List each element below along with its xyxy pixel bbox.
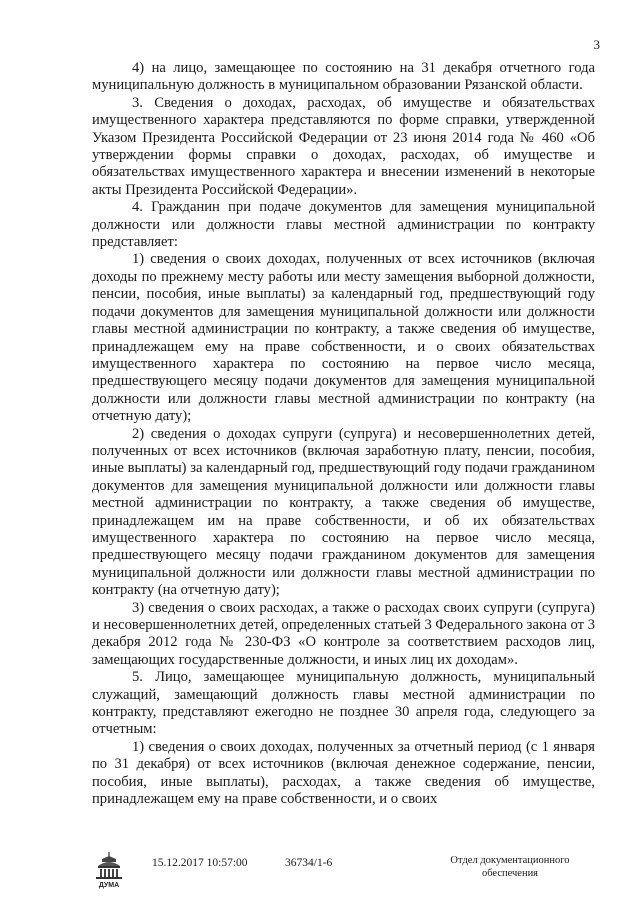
paragraph-section-3: 3. Сведения о доходах, расходах, об имуществе и обязательствах имущественного характера представляются по форме справки, утвержденной Указом Президента Российской Федерации от 23 июня 2014 года № 460 «Об утверждении формы справки о доходах, расходах, об имуществе и обязательствах имущественного характера и внесении изменений в некоторые акты Президента Российской Федерации». [92,94,595,198]
footer-stamp [0,848,640,898]
department-line-2: обеспечения [481,868,539,879]
paragraph-section-5: 5. Лицо, замещающее муниципальную должность, муниципальный служащий, замещающий должность главы местной администрации по контракту, представляют ежегодно не позднее 30 апреля года, следующего за отчетным: [92,669,595,738]
duma-logo-icon [92,850,126,890]
paragraph-section-4: 4. Гражданин при подаче документов для замещения муниципальной должности или должности главы местной администрации по контракту представляет: [92,199,595,251]
department-line-1: Отдел документационного [450,855,570,866]
department-name [420,854,600,880]
paragraph-section-5-item-1: 1) сведения о своих доходах, полученных за отчетный период (с 1 января по 31 декабря) от всех источников (включая денежное содержание, пенсии, пособия, иные выплаты), расходах, а также сведения об имуществе, принадлежащем ему на праве собственности, и о своих [92,738,595,808]
page-number: 3 [593,37,600,52]
svg-text:ДУМА: ДУМА [98,882,120,889]
stamp-date-time: 15.12.2017 10:57:00 [152,857,248,869]
paragraph-section-4-item-1: 1) сведения о своих доходах, полученных от всех источников (включая доходы по прежнему месту работы или месту замещения выборной должности, пенсии, пособия, иные выплаты) за календарный год, предшествующий году подачи документов для замещения муниципальной должности или должности главы местной администрации по контракту, а также сведения об имуществе, принадлежащем ему на праве собственности, и о своих обязательствах имущественного характера по состоянию на первое число месяца, предшествующего месяцу подачи документов для замещения муниципальной должности или должности главы местной администрации по контракту (на отчетную дату); [92,251,595,425]
paragraph-section-4-item-2: 2) сведения о доходах супруги (супруга) и несовершеннолетних детей, полученных от всех источников (включая заработную плату, пенсии, пособия, иные выплаты) за календарный год, предшествующий году подачи гражданином документов для замещения муниципальной должности или должности главы местной администрации по контракту, а также сведения об имуществе, принадлежащем им на праве собственности, и об их обязательствах имущественного характера по состоянию на первое число месяца, предшествующего месяцу подачи гражданином документов для замещения муниципальной должности или должности главы местной администрации по контракту (на отчетную дату); [92,425,595,599]
paragraph-item-4-subclause: 4) на лицо, замещающее по состоянию на 31 декабря отчетного года муниципальную должность в муниципальном образовании Рязанской области. [92,60,595,94]
paragraph-section-4-item-3: 3) сведения о своих расходах, а также о расходах своих супруги (супруга) и несовершеннолетних детей, определенных статьей 3 Федерального закона от 3 декабря 2012 года № 230-ФЗ «О контроле за соответствием расходов лиц, замещающих государственные должности, и иных лиц их доходам». [92,599,595,668]
stamp-doc-number: 36734/1-6 [285,857,333,869]
document-body [92,60,595,808]
